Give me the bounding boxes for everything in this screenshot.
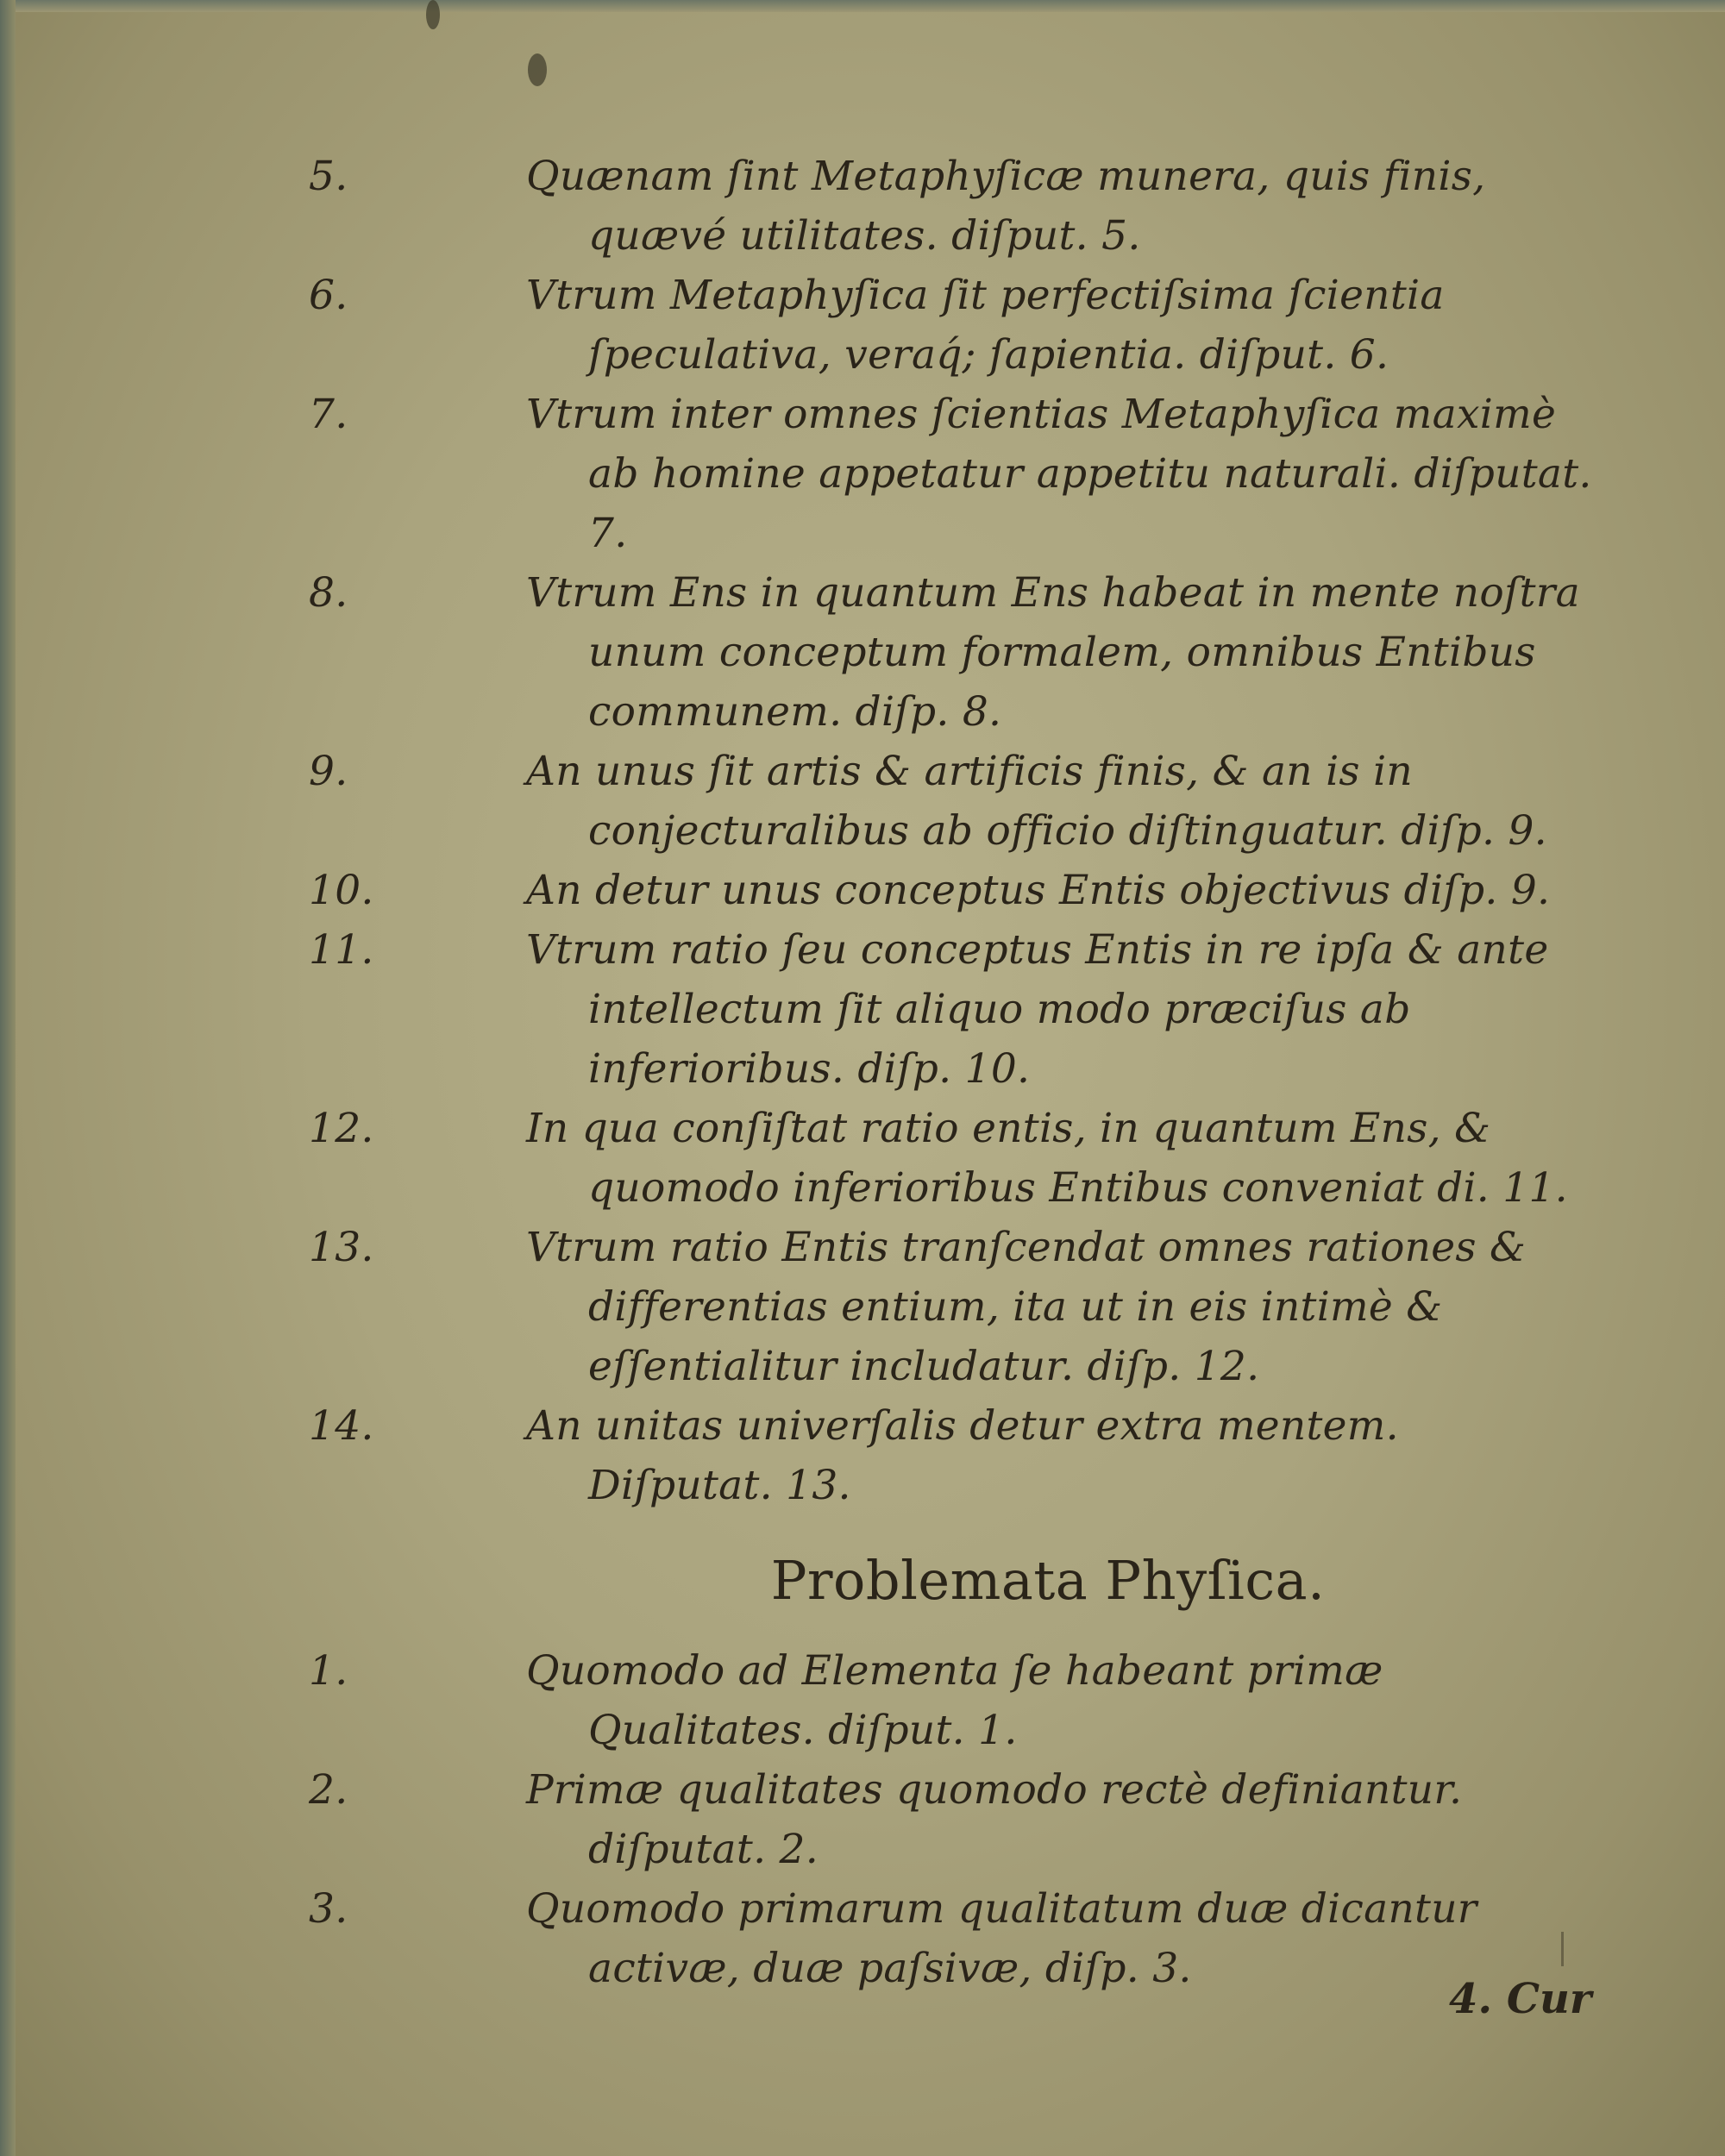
item-text: An unitas univerſalis detur extra mentem. Diſputat. 13.	[526, 1402, 1399, 1509]
item-number: 3.	[309, 1885, 348, 1933]
list-item	[309, 1760, 1596, 1879]
list-item	[309, 861, 1596, 920]
metaphysica-list	[309, 147, 1596, 1515]
item-number: 2.	[309, 1766, 348, 1814]
list-item	[309, 563, 1596, 742]
list-item	[309, 266, 1596, 385]
item-number: 13.	[309, 1224, 374, 1271]
list-item	[309, 1099, 1596, 1218]
item-text: Vtrum Metaphyſica ſit perfectiſsima ſcientia ſpeculativa, veraq́; ſapientia. diſput. 6.	[526, 272, 1445, 379]
physica-list	[309, 1641, 1596, 1998]
item-number: 9.	[309, 748, 348, 795]
margin-mark	[1561, 1932, 1564, 1966]
item-text: Quænam ſint Metaphyſicæ munera, quis finis, quævé utilitates. diſput. 5.	[526, 153, 1486, 260]
list-item	[309, 385, 1596, 563]
ink-mark	[426, 0, 440, 29]
item-number: 8.	[309, 569, 348, 617]
ink-mark	[528, 53, 547, 86]
list-item	[309, 1396, 1596, 1515]
catchword: 4. Cur	[1449, 1975, 1592, 2023]
item-text: Vtrum Ens in quantum Ens habeat in mente noſtra unum conceptum formalem, omnibus Entibus communem. diſp. 8.	[526, 569, 1580, 736]
list-item	[309, 147, 1596, 266]
item-text: Vtrum ratio Entis tranſcendat omnes rationes & differentias entium, ita ut in eis intimè & eſſentialitur includatur. diſp. 12.	[526, 1224, 1527, 1390]
list-item	[309, 920, 1596, 1099]
list-item	[309, 1641, 1596, 1760]
text-block	[309, 147, 1596, 1998]
item-text: Primæ qualitates quomodo rectè definiantur. diſputat. 2.	[526, 1766, 1463, 1873]
item-number: 11.	[309, 926, 374, 974]
list-item	[309, 1879, 1596, 1998]
item-text: In qua conſiſtat ratio entis, in quantum Ens, & quomodo inferioribus Entibus conveniat di. 11.	[526, 1105, 1568, 1212]
item-number: 6.	[309, 272, 348, 319]
item-number: 5.	[309, 153, 348, 200]
list-item	[309, 742, 1596, 861]
item-number: 14.	[309, 1402, 374, 1450]
item-number: 10.	[309, 867, 374, 914]
item-number: 7.	[309, 391, 348, 438]
item-text: Quomodo ad Elementa ſe habeant primæ Qualitates. diſput. 1.	[526, 1647, 1383, 1754]
page-edge-top	[0, 0, 1725, 12]
page-edge-left	[0, 0, 16, 2156]
item-text: An detur unus conceptus Entis objectivus diſp. 9.	[526, 867, 1551, 914]
section-heading: Problemata Phyſica.	[770, 1549, 1326, 1612]
list-item	[309, 1218, 1596, 1396]
item-text: An unus ſit artis & artificis finis, & an is in conjecturalibus ab officio diſtinguatur. diſp. 9.	[526, 748, 1547, 855]
item-text: Vtrum inter omnes ſcientias Metaphyſica maximè ab homine appetatur appetitu naturali. diſputat. 7.	[526, 391, 1592, 557]
item-number: 12.	[309, 1105, 374, 1152]
item-text: Vtrum ratio ſeu conceptus Entis in re ipſa & ante intellectum ſit aliquo modo præciſus ab inferioribus. diſp. 10.	[526, 926, 1549, 1093]
item-number: 1.	[309, 1647, 348, 1695]
item-text: Quomodo primarum qualitatum duæ dicantur activæ, duæ paſsivæ, diſp. 3.	[526, 1885, 1477, 1992]
